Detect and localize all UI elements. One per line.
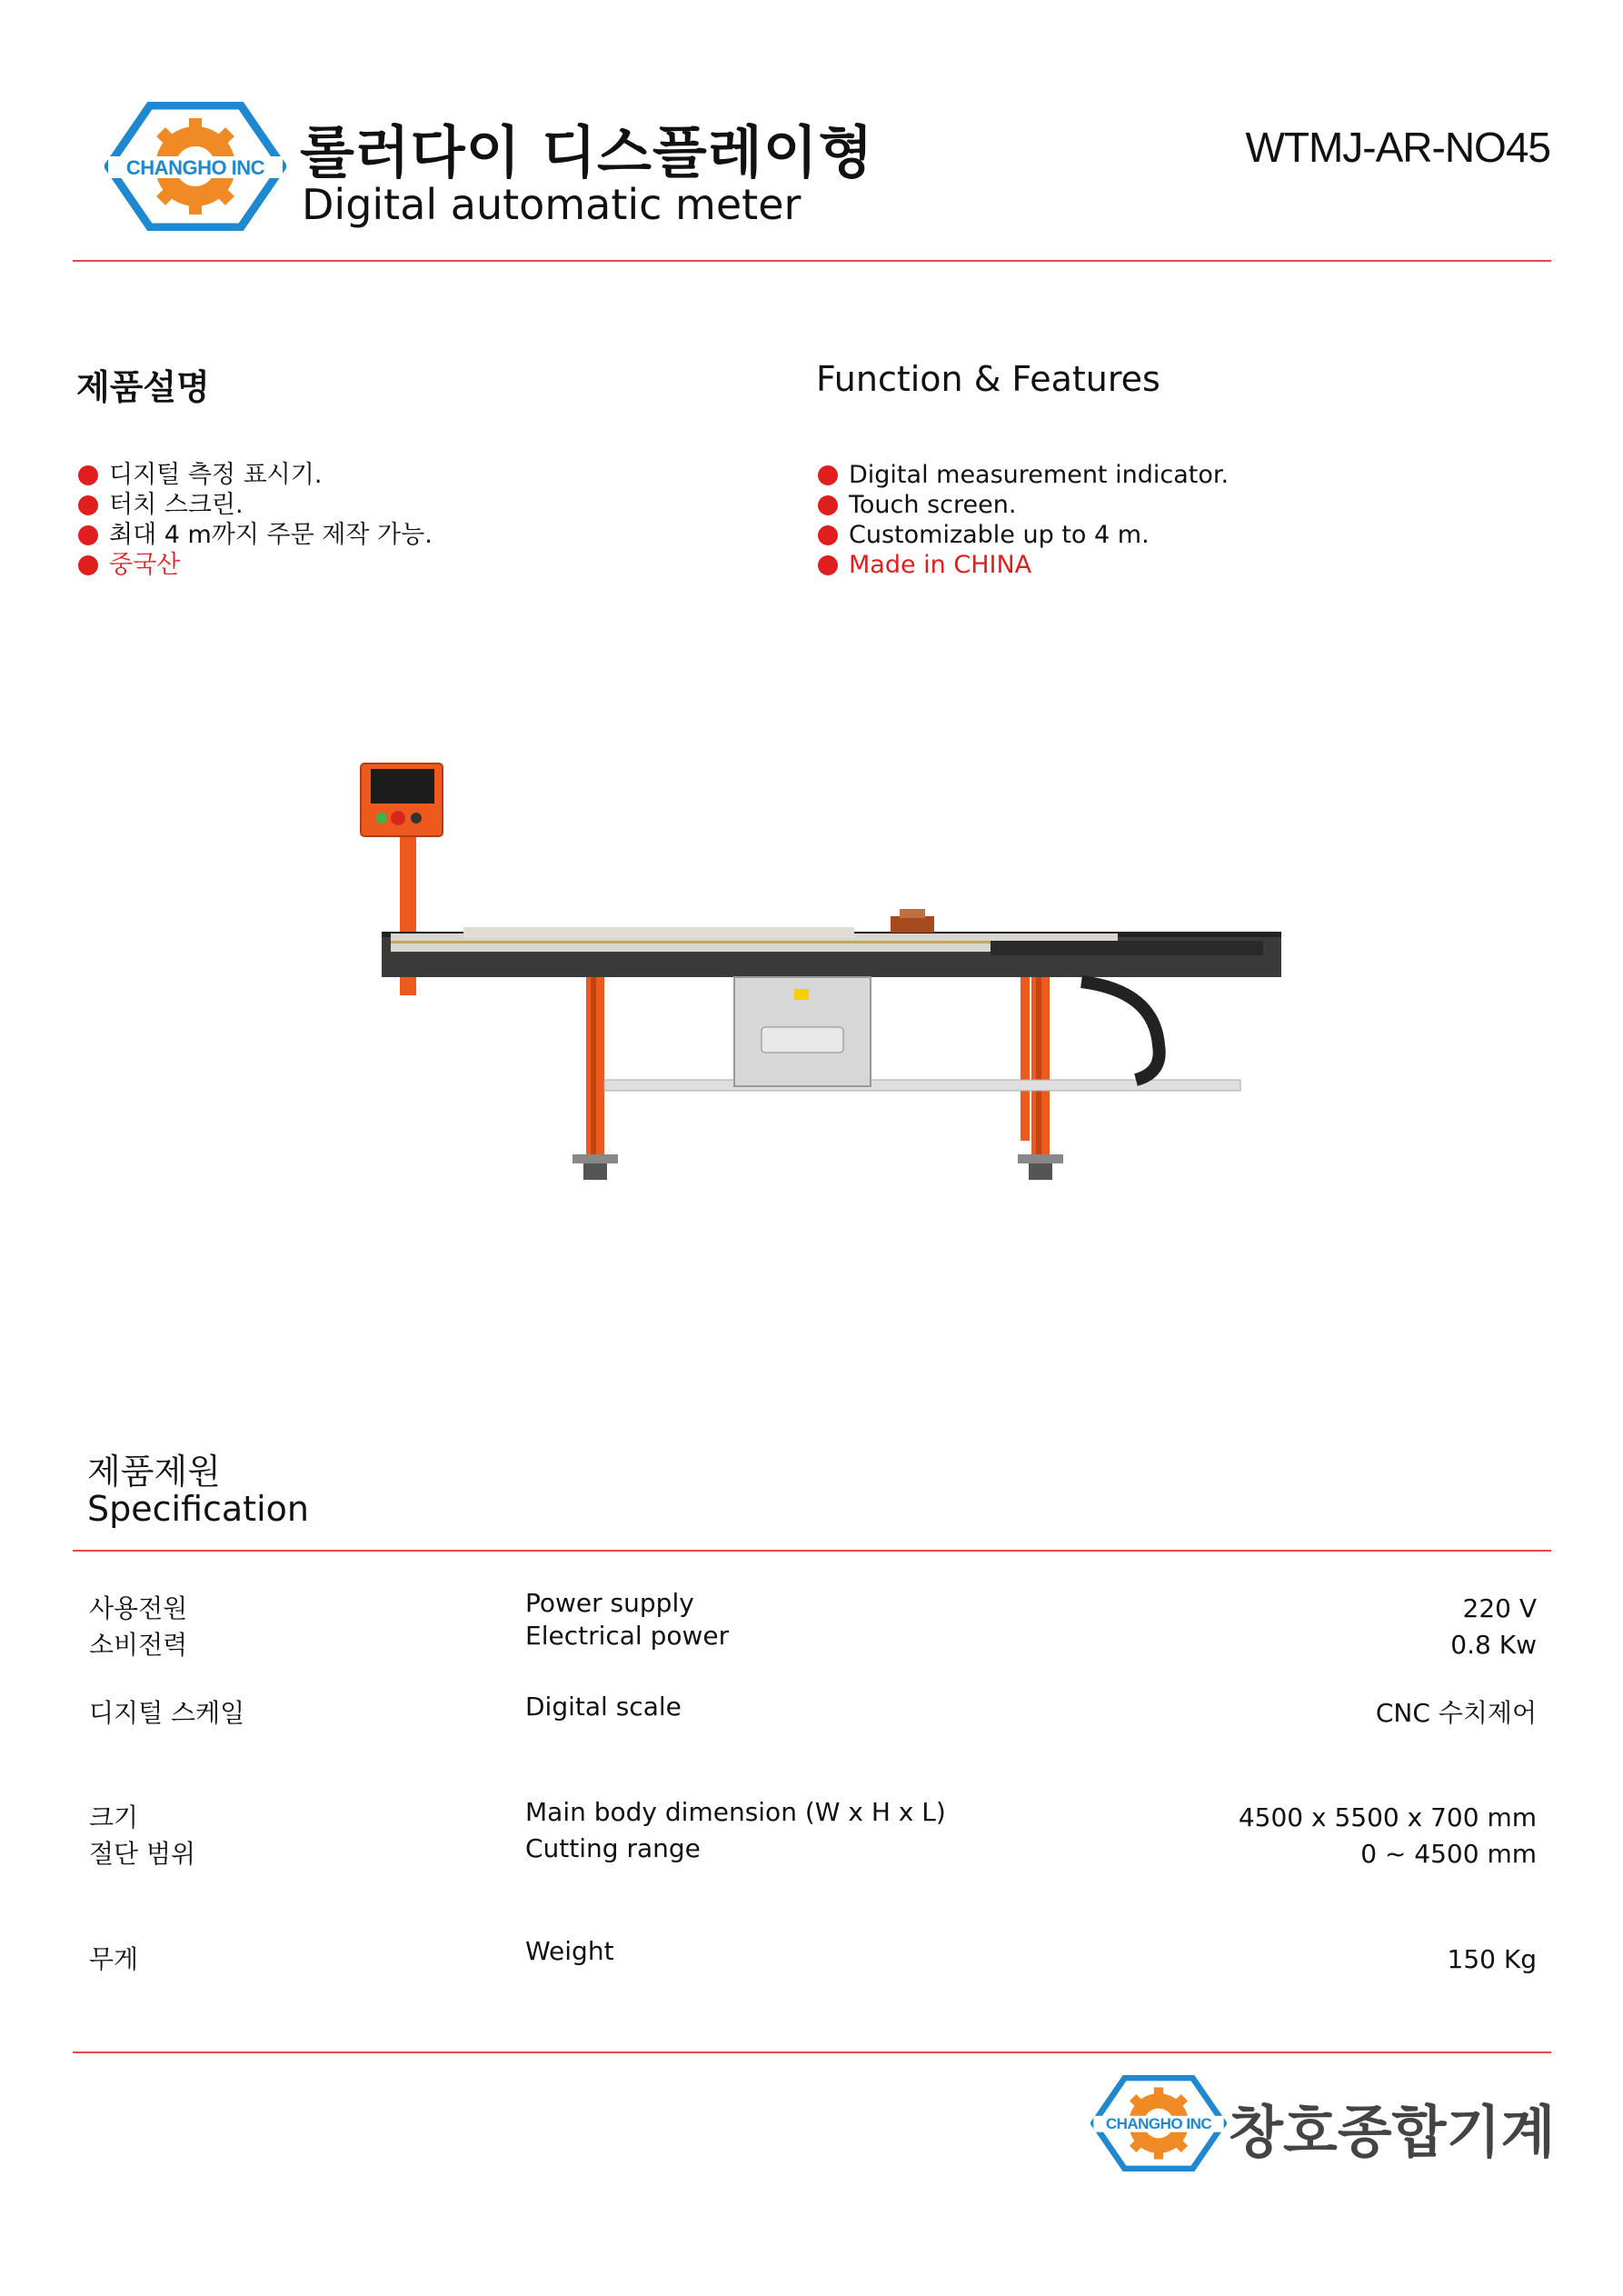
bullet-icon (818, 555, 838, 575)
page-title-english: Digital automatic meter (302, 180, 802, 229)
feature-item-origin: 중국산 (76, 550, 433, 580)
feature-item: 최대 4 m까지 주문 제작 가능. (76, 520, 433, 550)
product-image (354, 754, 1281, 1236)
feature-item: Touch screen. (816, 490, 1229, 520)
bullet-icon (78, 525, 98, 545)
spec-label-english: Power supply Electrical power (525, 1588, 730, 1651)
spec-value: 150 Kg (1447, 1944, 1537, 1974)
feature-item: Digital measurement indicator. (816, 460, 1229, 490)
feature-item: 터치 스크린. (76, 490, 433, 520)
bullet-icon (818, 495, 838, 515)
spec-label-english: Weight (525, 1936, 614, 1966)
feature-item: Customizable up to 4 m. (816, 520, 1229, 550)
spec-value: 220 V 0.8 Kw (1450, 1593, 1537, 1660)
bullet-icon (818, 465, 838, 485)
brand-logo-text: CHANGHO INC (125, 156, 265, 179)
feature-item-origin: Made in CHINA (816, 550, 1229, 580)
model-number: WTMJ-AR-NO45 (1245, 124, 1550, 171)
page-title-korean: 롤러다이 디스플레이형 (300, 119, 874, 185)
description-heading-english: Function & Features (816, 359, 1160, 399)
feature-item: 디지털 측정 표시기. (76, 460, 433, 490)
spec-label-english: Digital scale (525, 1692, 682, 1722)
bullet-icon (818, 525, 838, 545)
brand-logo (105, 102, 286, 231)
spec-label-korean: 디지털 스케일 (89, 1698, 245, 1728)
footer-brand-logo (1090, 2075, 1227, 2171)
spec-heading-english: Specification (87, 1489, 309, 1529)
spec-heading-korean: 제품제원 (87, 1452, 221, 1492)
bullet-icon (78, 555, 98, 575)
spec-label-korean: 크기 절단 범위 (89, 1802, 196, 1869)
footer-company-name: 창호종합기계 (1229, 2099, 1556, 2165)
footer-divider (73, 2051, 1551, 2053)
description-heading-korean: 제품설명 (76, 367, 210, 407)
feature-list-english (816, 460, 1229, 580)
spec-value: CNC 수치제어 (1375, 1698, 1537, 1728)
bullet-icon (78, 495, 98, 515)
spec-label-english: Main body dimension (W x H x L) Cutting range (525, 1797, 946, 1863)
spec-label-korean: 사용전원 소비전력 (89, 1593, 188, 1660)
feature-list-korean (76, 460, 433, 580)
header-divider (73, 260, 1551, 262)
spec-value: 4500 x 5500 x 700 mm 0 ~ 4500 mm (1238, 1802, 1537, 1869)
bullet-icon (78, 465, 98, 485)
spec-label-korean: 무게 (89, 1944, 139, 1974)
footer-brand-logo-text: CHANGHO INC (1105, 2115, 1212, 2132)
spec-divider (73, 1550, 1551, 1552)
